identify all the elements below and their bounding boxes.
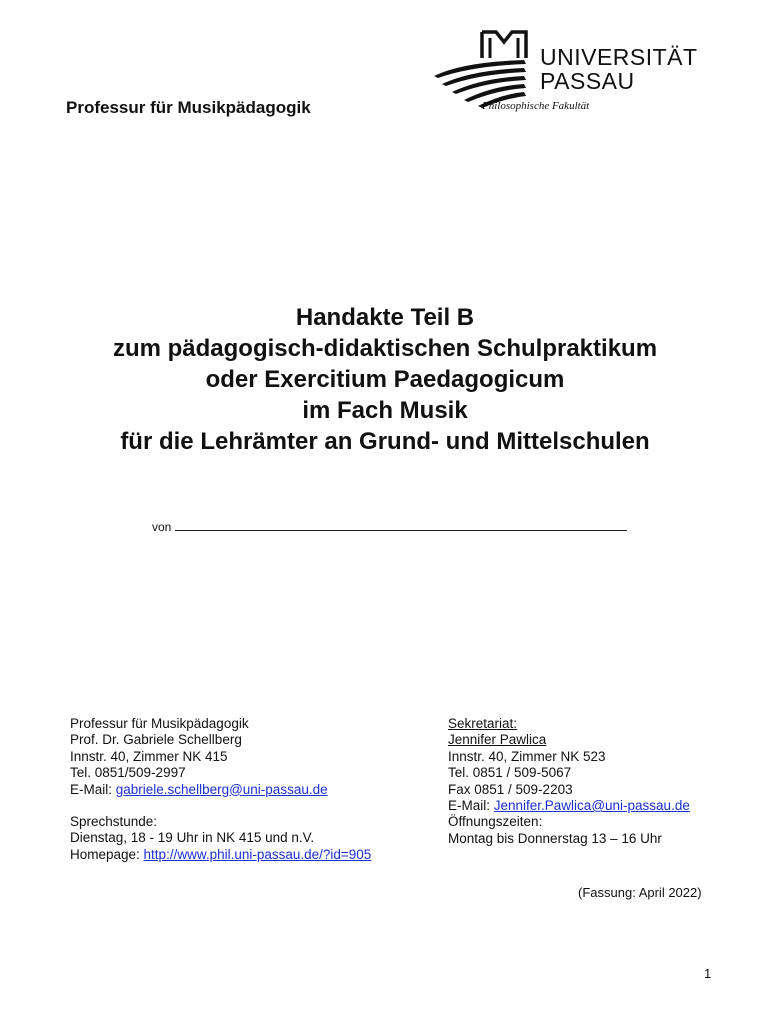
homepage-label: Homepage: <box>70 846 144 862</box>
professor-phone: Tel. 0851/509-2997 <box>70 765 186 781</box>
secretariat-phone: Tel. 0851 / 509-5067 <box>448 765 572 781</box>
version-note: (Fassung: April 2022) <box>578 885 702 900</box>
office-hours-label: Sprechstunde: <box>70 814 158 830</box>
page-number: 1 <box>704 966 712 981</box>
author-field <box>152 518 627 534</box>
secretariat-email-label: E-Mail: <box>448 798 494 814</box>
secretariat-label: Sekretariat: <box>448 716 518 731</box>
professor-email-row <box>70 782 371 798</box>
title-line-1: Handakte Teil B <box>295 304 475 331</box>
secretariat-address: Innstr. 40, Zimmer NK 523 <box>448 748 606 764</box>
opening-hours: Montag bis Donnerstag 13 – 16 Uhr <box>448 830 662 846</box>
secretariat-email-link[interactable]: Jennifer.Pawlica@uni-passau.de <box>493 798 690 814</box>
opening-hours-label: Öffnungszeiten: <box>448 814 543 830</box>
title-line-2: zum pädagogisch-didaktischen Schulpraktikum <box>112 335 658 362</box>
author-blank-line[interactable] <box>175 518 627 531</box>
department-header: Professur für Musikpädagogik <box>66 98 311 117</box>
professor-email-link[interactable]: gabriele.schellberg@uni-passau.de <box>115 781 328 797</box>
logo-faculty-text: Philosophische Fakultät <box>482 100 590 112</box>
title-line-4: im Fach Musik <box>302 397 468 424</box>
homepage-row <box>70 847 371 863</box>
contact-secretariat <box>448 716 690 847</box>
professor-address: Innstr. 40, Zimmer NK 415 <box>70 748 228 764</box>
secretariat-fax: Fax 0851 / 509-2203 <box>448 781 573 797</box>
professor-email-label: E-Mail: <box>70 781 116 797</box>
logo-passau-text: PASSAU <box>540 68 635 94</box>
logo-university-text: UNIVERSITÄT <box>540 44 698 70</box>
title-line-5: für die Lehrämter an Grund- und Mittelschulen <box>120 428 650 455</box>
homepage-link[interactable]: http://www.phil.uni-passau.de/?id=905 <box>143 846 372 862</box>
title-line-3: oder Exercitium Paedagogicum <box>205 366 565 393</box>
document-title <box>0 302 770 457</box>
professor-department: Professur für Musikpädagogik <box>70 716 249 731</box>
von-label: von <box>152 520 172 534</box>
contact-professor <box>70 716 371 863</box>
secretariat-email-row <box>448 798 690 814</box>
professor-name: Prof. Dr. Gabriele Schellberg <box>70 732 242 748</box>
university-logo <box>432 28 732 120</box>
office-hours: Dienstag, 18 - 19 Uhr in NK 415 und n.V. <box>70 830 315 846</box>
secretariat-name: Jennifer Pawlica <box>448 732 547 748</box>
